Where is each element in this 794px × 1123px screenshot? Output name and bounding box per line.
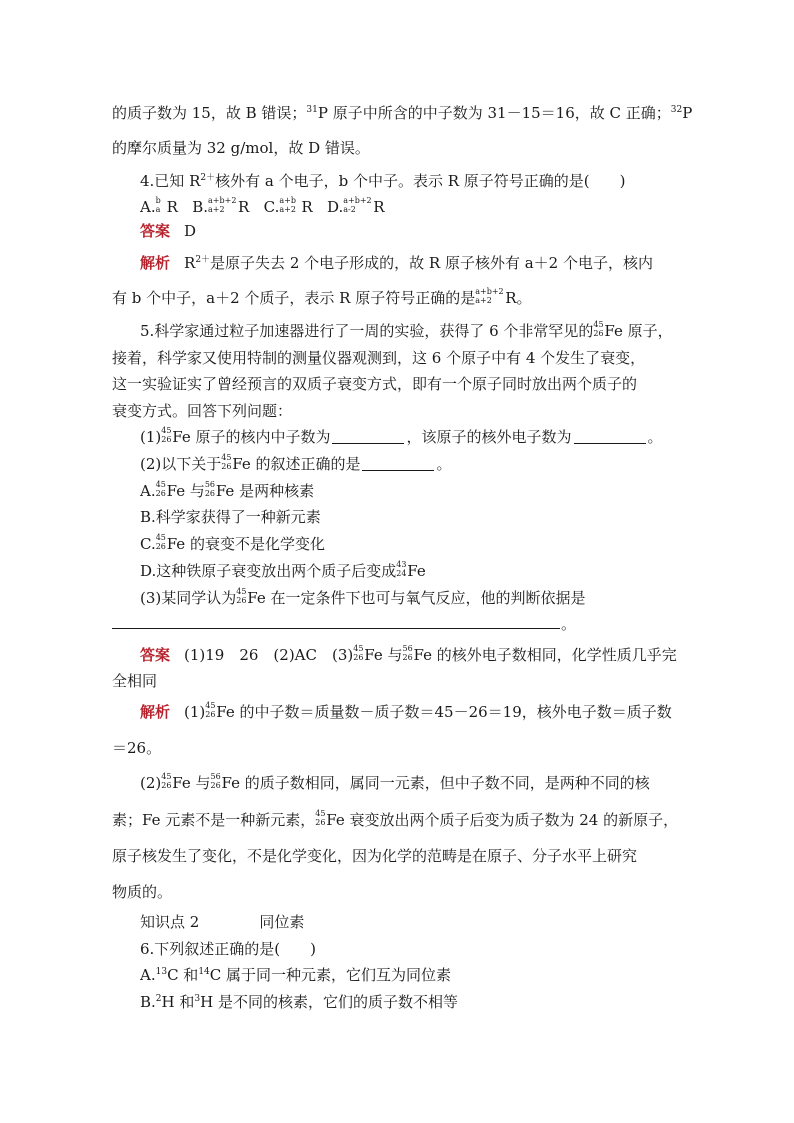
- superscript: 31: [306, 105, 318, 115]
- exp3-continued-line-1: [112, 103, 692, 123]
- question-6-option-a: [140, 965, 451, 985]
- answer-5-line-1: [140, 645, 677, 665]
- text: C 和: [167, 966, 199, 984]
- atomic-number: a+2: [475, 296, 492, 305]
- text: Fe 是两种核素: [215, 482, 315, 500]
- mass-number: 45: [161, 426, 172, 435]
- atomic-number: 26: [155, 542, 166, 551]
- text: R。: [505, 289, 532, 307]
- atomic-number: 26: [221, 462, 232, 471]
- text: 知识点 2: [140, 913, 200, 931]
- option-c-label: C.: [263, 198, 280, 216]
- nuclide-notation: [236, 587, 247, 605]
- text: H 是不同的核素，它们的质子数不相等: [200, 993, 458, 1011]
- question-5-line-4: [112, 401, 292, 421]
- text: 有 b 个中子，a＋2 个质子，表示 R 原子符号正确的是: [112, 289, 476, 307]
- question-5-line-3: [112, 374, 637, 394]
- nuclide-notation: [155, 533, 167, 551]
- question-5-option-d: [140, 561, 426, 581]
- mass-number: a+b+2: [208, 196, 237, 205]
- mass-number: 56: [204, 480, 216, 489]
- text: C 属于同一种元素，它们互为同位素: [209, 966, 452, 984]
- text: 衰变方式。回答下列问题：: [112, 402, 293, 420]
- text: 的质子数为 15，故 B 错误；: [112, 104, 307, 122]
- mass-number: 56: [210, 772, 221, 781]
- superscript: 14: [198, 967, 210, 977]
- nuclide-notation: [475, 287, 505, 305]
- mass-number: a+b: [279, 196, 296, 205]
- explanation-4-line-2: [112, 288, 532, 308]
- answer-blank[interactable]: [362, 456, 434, 471]
- text: 4.已知 R: [140, 172, 201, 190]
- text: 核外有 a 个电子，b 个中子。表示 R 原子符号正确的是( ): [215, 172, 626, 190]
- mass-number: 45: [353, 644, 364, 653]
- text: A.: [140, 482, 156, 500]
- atomic-number: a+2: [208, 205, 225, 214]
- answer-label: 答案: [140, 646, 171, 664]
- atomic-number: 26: [593, 329, 604, 338]
- question-5-line-2: [112, 348, 645, 368]
- mass-number: 45: [236, 587, 247, 596]
- mass-number: 45: [221, 453, 232, 462]
- atomic-number: 26: [210, 781, 221, 790]
- atomic-number: a: [155, 205, 161, 214]
- nuclide-notation: [279, 196, 301, 214]
- text: 素；Fe 元素不是一种新元素，: [112, 811, 316, 829]
- atomic-number: 26: [315, 818, 326, 827]
- text: (2)以下关于: [140, 455, 222, 473]
- text: (3)某同学认为: [140, 589, 237, 607]
- text: 5.科学家通过粒子加速器进行了一周的实验，获得了 6 个非常罕见的: [140, 322, 594, 340]
- question-5-option-c: [140, 534, 325, 554]
- explanation-4-line-1: [140, 253, 653, 273]
- atomic-number: a+2: [279, 205, 296, 214]
- nuclide-notation: [208, 196, 238, 214]
- question-5-part-3: [140, 588, 586, 608]
- option-b-label: B.: [192, 198, 209, 216]
- text: P: [682, 104, 693, 122]
- superscript: 2: [155, 994, 162, 1004]
- text: (1): [184, 703, 206, 721]
- explanation-5-line-1: [140, 702, 672, 722]
- text: P 原子中所含的中子数为 31－15＝16，故 C 正确；: [317, 104, 671, 122]
- answer-blank-long[interactable]: [112, 628, 560, 629]
- option-d-label: D.: [326, 198, 344, 216]
- symbol: R: [373, 198, 385, 216]
- nuclide-notation: [155, 196, 167, 214]
- text: A.: [140, 966, 156, 984]
- atomic-number: 26: [155, 489, 166, 498]
- nuclide-notation: [353, 644, 364, 662]
- text: 接着，科学家又使用特制的测量仪器观测到，这 6 个原子中有 4 个发生了衰变，: [112, 349, 646, 367]
- superscript: 2＋: [200, 173, 216, 183]
- atomic-number: 24: [396, 569, 407, 578]
- nuclide-notation: [315, 809, 326, 827]
- nuclide-notation: [155, 480, 167, 498]
- text: 这一实验证实了曾经预言的双质子衰变方式，即有一个原子同时放出两个质子的: [112, 375, 638, 393]
- exp3-continued-line-2: [112, 138, 370, 158]
- answer-5-line-2: [112, 671, 157, 691]
- answer-label: 答案: [140, 222, 171, 240]
- mass-number: b: [155, 196, 161, 205]
- question-4-options: [140, 197, 385, 217]
- text: 。: [647, 428, 663, 446]
- atomic-number: 26: [353, 653, 364, 662]
- answer-blank[interactable]: [574, 429, 646, 444]
- nuclide-notation: [343, 196, 373, 214]
- superscript: 2＋: [195, 255, 211, 265]
- question-5-option-b: [140, 507, 321, 527]
- atomic-number: 26: [205, 710, 216, 719]
- text: Fe 原子，: [604, 322, 673, 340]
- text: Fe 的衰变不是化学变化: [166, 535, 325, 553]
- explanation-label: 解析: [140, 254, 171, 272]
- explanation-5-line-2: [112, 738, 161, 758]
- nuclide-notation: [402, 644, 413, 662]
- explanation-5-line-4: [112, 810, 678, 830]
- atomic-number: 26: [161, 781, 172, 790]
- question-6: [140, 939, 316, 959]
- mass-number: 45: [315, 809, 326, 818]
- text: Fe 衰变放出两个质子后变为质子数为 24 的新原子，: [326, 811, 679, 829]
- knowledge-point-heading: [140, 912, 304, 932]
- text: (1)19 26 (2)AC (3): [184, 646, 354, 664]
- mass-number: 45: [161, 772, 172, 781]
- text: Fe 的中子数＝质量数－质子数＝45－26＝19，核外电子数＝质子数: [216, 703, 672, 721]
- explanation-5-line-6: [112, 882, 172, 902]
- answer-value: D: [184, 222, 197, 240]
- text: B.科学家获得了一种新元素: [140, 508, 321, 526]
- atomic-number: 26: [402, 653, 413, 662]
- atomic-number: 26: [161, 435, 172, 444]
- nuclide-notation: [204, 480, 216, 498]
- nuclide-notation: [593, 320, 604, 338]
- text: Fe 与: [172, 774, 211, 792]
- superscript: 32: [670, 105, 683, 115]
- nuclide-notation: [161, 426, 172, 444]
- mass-number: 45: [155, 533, 166, 542]
- text: C.: [140, 535, 156, 553]
- superscript: 3: [194, 994, 201, 1004]
- text: B.: [140, 993, 156, 1011]
- text: Fe 与: [166, 482, 205, 500]
- nuclide-notation: [221, 453, 232, 471]
- symbol: R: [166, 198, 178, 216]
- text: D.这种铁原子衰变放出两个质子后变成: [140, 562, 397, 580]
- symbol: R: [238, 198, 250, 216]
- text: (1): [140, 428, 162, 446]
- text: 的摩尔质量为 32 g/mol，故 D 错误。: [112, 139, 370, 157]
- nuclide-notation: [205, 701, 216, 719]
- text: Fe 的核外电子数相同，化学性质几乎完: [413, 646, 677, 664]
- text: 全相同: [112, 672, 158, 690]
- text: 。: [561, 615, 577, 633]
- text: ，该原子的核外电子数为: [406, 428, 572, 446]
- superscript: 13: [155, 967, 168, 977]
- question-5-option-a: [140, 481, 314, 501]
- text: Fe 的叙述正确的是: [232, 455, 361, 473]
- text: Fe: [407, 562, 426, 580]
- nuclide-notation: [210, 772, 221, 790]
- question-5-part-1: [140, 427, 663, 447]
- explanation-5-line-5: [112, 846, 637, 866]
- question-5-part-2: [140, 454, 452, 474]
- text: 6.下列叙述正确的是( ): [140, 940, 317, 958]
- explanation-label: 解析: [140, 703, 171, 721]
- answer-blank[interactable]: [332, 429, 404, 444]
- mass-number: 56: [402, 644, 413, 653]
- explanation-5-line-3: [140, 773, 650, 793]
- atomic-number: a-2: [343, 205, 356, 214]
- question-5-part-3-end: [561, 614, 576, 634]
- text: Fe 与: [364, 646, 403, 664]
- text: Fe 原子的核内中子数为: [172, 428, 331, 446]
- text: Fe 在一定条件下也可与氧气反应，他的判断依据是: [247, 589, 586, 607]
- nuclide-notation: [161, 772, 172, 790]
- text: (2): [140, 774, 162, 792]
- symbol: R: [301, 198, 313, 216]
- mass-number: 43: [396, 560, 407, 569]
- mass-number: 45: [155, 480, 166, 489]
- text: ＝26。: [112, 739, 162, 757]
- question-6-option-b: [140, 992, 458, 1012]
- text: R: [184, 254, 196, 272]
- text: 原子核发生了变化，不是化学变化，因为化学的范畴是在原子、分子水平上研究: [112, 847, 638, 865]
- nuclide-notation: [396, 560, 407, 578]
- text: 是原子失去 2 个电子形成的，故 R 原子核外有 a＋2 个电子，核内: [210, 254, 653, 272]
- mass-number: a+b+2: [343, 196, 372, 205]
- text: H 和: [161, 993, 195, 1011]
- text: Fe 的质子数相同，属同一元素，但中子数不同，是两种不同的核: [221, 774, 650, 792]
- mass-number: 45: [205, 701, 216, 710]
- question-5-line-1: [140, 321, 673, 341]
- answer-4: [140, 221, 196, 241]
- text: 同位素: [259, 913, 305, 931]
- atomic-number: 26: [236, 596, 247, 605]
- text: 物质的。: [112, 883, 173, 901]
- mass-number: a+b+2: [475, 287, 504, 296]
- mass-number: 45: [593, 320, 604, 329]
- text: 。: [436, 455, 452, 473]
- question-4: [140, 171, 626, 191]
- option-a-label: A.: [140, 198, 156, 216]
- atomic-number: 26: [204, 489, 216, 498]
